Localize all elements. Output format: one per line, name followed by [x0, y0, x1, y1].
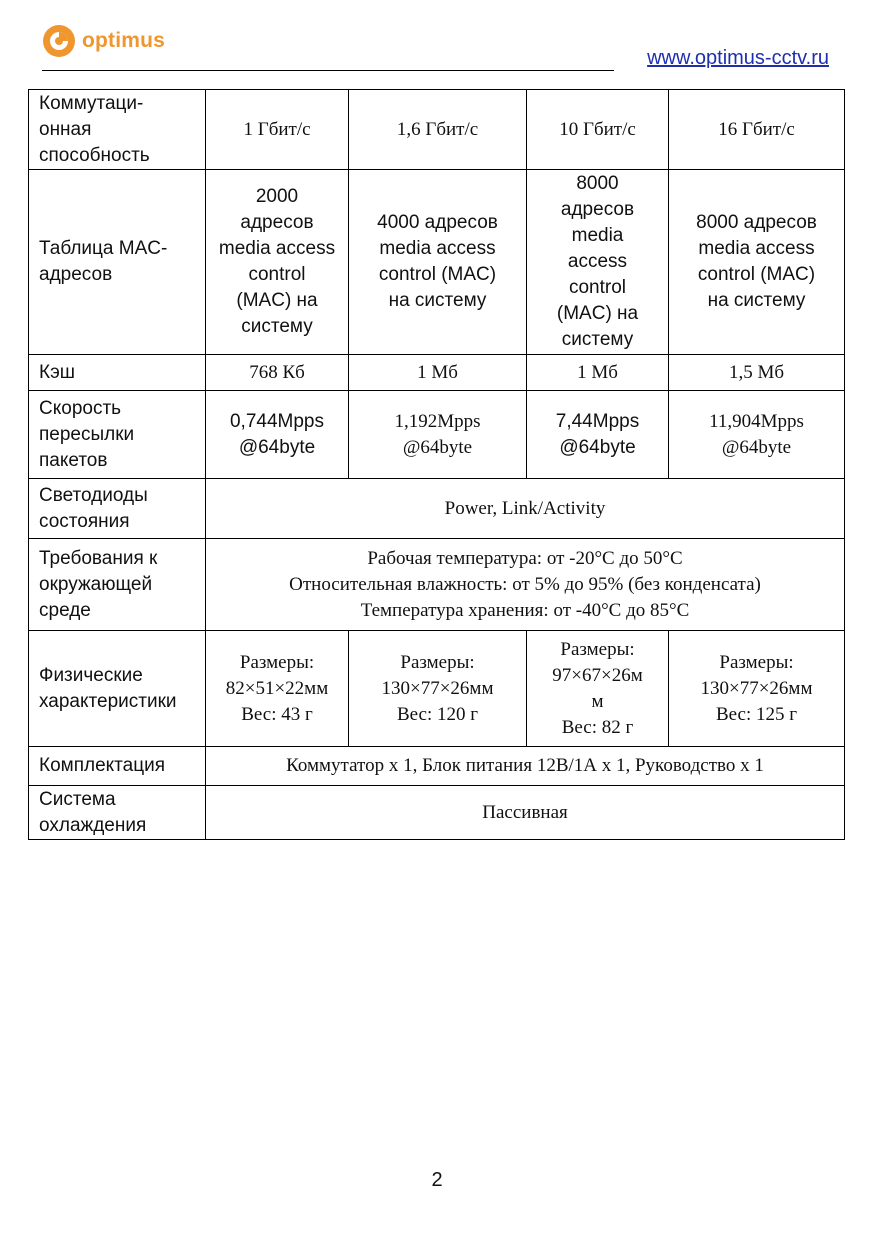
- page-number: 2: [431, 1169, 443, 1191]
- site-url-link[interactable]: www.optimus-cctv.ru: [647, 47, 829, 69]
- merged-cell: Коммутатор х 1, Блок питания 12В/1А х 1, Руководство х 1: [206, 747, 845, 786]
- table-cell: 11,904Mpps @64byte: [669, 391, 845, 479]
- merged-cell: Power, Link/Activity: [206, 479, 845, 539]
- table-row: [29, 355, 845, 391]
- merged-cell: Рабочая температура: от -20°С до 50°С Относительная влажность: от 5% до 95% (без конденсата) Температура хранения: от -40°С до 85°С: [206, 539, 845, 631]
- row-label: Комплектация: [29, 747, 206, 786]
- table-cell: 10 Гбит/с: [527, 90, 669, 170]
- row-label: Коммутаци- онная способность: [29, 90, 206, 170]
- row-label: Светодиоды состояния: [29, 479, 206, 539]
- table-row: [29, 391, 845, 479]
- row-label: Физические характеристики: [29, 631, 206, 747]
- row-label: Требования к окружающей среде: [29, 539, 206, 631]
- row-label: Таблица MAC- адресов: [29, 170, 206, 355]
- brand-logo: [42, 24, 165, 58]
- table-cell: 8000 адресов media access control (MAC) на систему: [527, 170, 669, 355]
- table-cell: 768 Кб: [206, 355, 349, 391]
- table-row: [29, 479, 845, 539]
- table-cell: 4000 адресов media access control (MAC) на систему: [349, 170, 527, 355]
- table-cell: 1,6 Гбит/с: [349, 90, 527, 170]
- table-cell: 1 Мб: [349, 355, 527, 391]
- spec-table: [28, 89, 845, 840]
- table-cell: 0,744Mpps @64byte: [206, 391, 349, 479]
- table-row: [29, 747, 845, 786]
- table-row: [29, 539, 845, 631]
- optimus-logo-icon: [42, 24, 76, 58]
- table-cell: Размеры: 82×51×22мм Вес: 43 г: [206, 631, 349, 747]
- table-cell: 1 Мб: [527, 355, 669, 391]
- table-cell: Размеры: 130×77×26мм Вес: 125 г: [669, 631, 845, 747]
- table-row: [29, 90, 845, 170]
- table-cell: Размеры: 130×77×26мм Вес: 120 г: [349, 631, 527, 747]
- table-cell: 1,192Mpps @64byte: [349, 391, 527, 479]
- table-row: [29, 786, 845, 840]
- table-row: [29, 631, 845, 747]
- row-label: Система охлаждения: [29, 786, 206, 840]
- table-cell: Размеры: 97×67×26м м Вес: 82 г: [527, 631, 669, 747]
- row-label: Кэш: [29, 355, 206, 391]
- table-cell: 8000 адресов media access control (MAC) на систему: [669, 170, 845, 355]
- table-cell: 7,44Mpps @64byte: [527, 391, 669, 479]
- table-cell: 2000 адресов media access control (MAC) на систему: [206, 170, 349, 355]
- table-cell: 1,5 Мб: [669, 355, 845, 391]
- row-label: Скорость пересылки пакетов: [29, 391, 206, 479]
- logo-text: optimus: [82, 29, 166, 52]
- table-row: [29, 170, 845, 355]
- merged-cell: Пассивная: [206, 786, 845, 840]
- header-divider: [42, 70, 614, 71]
- table-cell: 1 Гбит/с: [206, 90, 349, 170]
- table-cell: 16 Гбит/с: [669, 90, 845, 170]
